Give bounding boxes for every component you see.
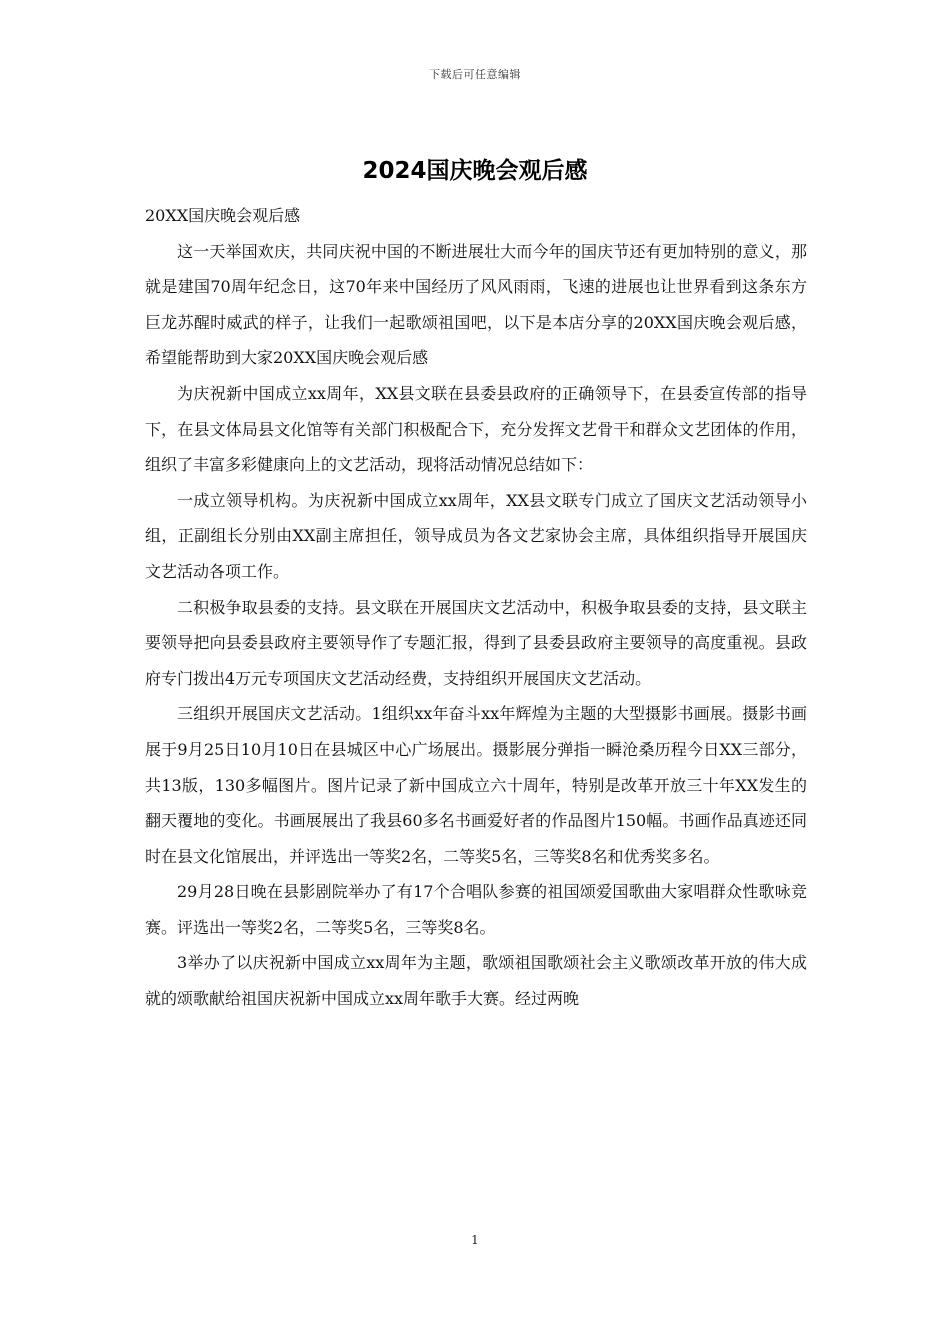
document-body [145,198,807,1017]
paragraph-item-two: 29月28日晚在县影剧院举办了有17个合唱队参赛的祖国颂爱国歌曲大家唱群众性歌咏竞赛。评选出一等奖2名，二等奖5名，三等奖8名。 [145,882,807,937]
paragraph-section-two: 二积极争取县委的支持。县文联在开展国庆文艺活动中，积极争取县委的支持，县文联主要领导把向县委县政府主要领导作了专题汇报，得到了县委县政府主要领导的高度重视。县政府专门拨出4万元专项国庆文艺活动经费，支持组织开展国庆文艺活动。 [145,597,807,688]
document-subtitle: 20XX国庆晚会观后感 [145,206,301,225]
page-number: 1 [471,1233,479,1247]
document-title: 2024国庆晚会观后感 [362,158,588,184]
paragraph-item-three: 3举办了以庆祝新中国成立xx周年为主题，歌颂祖国歌颂社会主义歌颂改革开放的伟大成就的颂歌献给祖国庆祝新中国成立xx周年歌手大赛。经过两晚 [145,953,807,1009]
paragraph-intro: 这一天举国欢庆，共同庆祝中国的不断进展壮大而今年的国庆节还有更加特别的意义，那就是建国70周年纪念日，这70年来中国经历了风风雨雨，飞速的进展也让世界看到这条东方巨龙苏醒时威武的样子，让我们一起歌颂祖国吧，以下是本店分享的20XX国庆晚会观后感，希望能帮助到大家20XX国庆晚会观后感 [145,241,807,368]
paragraph-section-one: 一成立领导机构。为庆祝新中国成立xx周年，XX县文联专门成立了国庆文艺活动领导小组，正副组长分别由XX副主席担任，领导成员为各文艺家协会主席，具体组织指导开展国庆文艺活动各项工作。 [145,490,807,581]
paragraph-section-three: 三组织开展国庆文艺活动。1组织xx年奋斗xx年辉煌为主题的大型摄影书画展。摄影书画展于9月25日10月10日在县城区中心广场展出。摄影展分弹指一瞬沧桑历程今日XX三部分，共13版，130多幅图片。图片记录了新中国成立六十周年，特别是改革开放三十年XX发生的翻天覆地的变化。书画展展出了我县60多名书画爱好者的作品图片150幅。书画作品真迹还同时在县文化馆展出，并评选出一等奖2名，二等奖5名，三等奖8名和优秀奖多名。 [145,704,807,866]
paragraph-summary: 为庆祝新中国成立xx周年，XX县文联在县委县政府的正确领导下，在县委宣传部的指导下，在县文体局县文化馆等有关部门积极配合下，充分发挥文艺骨干和群众文艺团体的作用，组织了丰富多彩健康向上的文艺活动，现将活动情况总结如下： [145,383,807,475]
page-header-note: 下载后可任意编辑 [429,68,521,81]
